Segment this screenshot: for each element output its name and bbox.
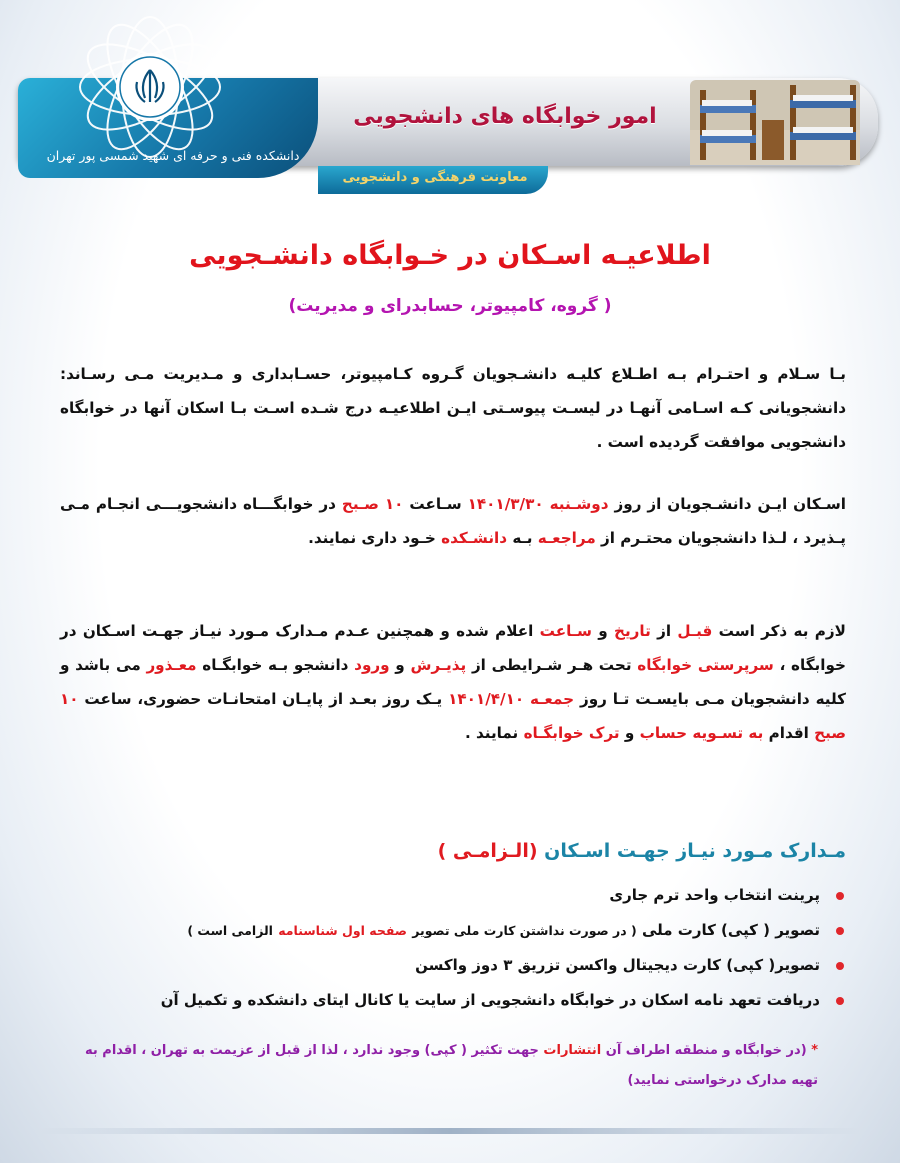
bullet-icon xyxy=(836,892,844,900)
schedule-text-1: اسـکان ایـن دانشـجویان از روز xyxy=(614,495,846,513)
note-text-b: جهت تکثیر ( کپی) وجود ندارد ، لذا از قبل از عزیمت به تهران ، اقدام به تهیه مدارک درخواستی نمایید) xyxy=(85,1043,818,1088)
bullet-icon xyxy=(836,962,844,970)
rules-deadline: جمعـه ۱۴۰۱/۴/۱۰ xyxy=(448,690,575,708)
bullet-icon xyxy=(836,997,844,1005)
bottom-divider xyxy=(40,1128,860,1134)
announcement-subtitle: ( گروه، کامپیوتر، حسابدرای و مدیریت) xyxy=(288,296,612,316)
document-item-2: تصویر ( کپی) کارت ملی xyxy=(641,921,820,939)
rules-deadline-time: ۱۰ صبح xyxy=(60,690,846,742)
document-item-2-note-b: الزامی است ) xyxy=(187,923,273,938)
note-text-a: (در خوابگاه و منطقه اطراف آن xyxy=(605,1043,807,1058)
print-shop-note xyxy=(70,1036,818,1096)
rules-text-h: می باشد و کلیه دانشجویان مـی بایسـت تـا روز xyxy=(60,656,847,708)
document-item-2-note-a: ( در صورت نداشتن کارت ملی تصویر xyxy=(412,923,637,938)
college-name: دانشکده فنی و حرفه ای شهید شمسی پور تهران xyxy=(46,148,300,163)
schedule-time: ۱۰ صـبح xyxy=(341,495,404,513)
rules-text-i: یـک روز بعـد از پایـان امتحانـات حضوری، ساعت xyxy=(84,690,443,708)
rules-date: تاریخ xyxy=(614,622,651,640)
rules-text-f: و xyxy=(395,656,405,674)
documents-list xyxy=(60,878,846,1018)
schedule-day: دوشـنبه ۱۴۰۱/۳/۳۰ xyxy=(467,495,609,513)
document-item-3: تصویر( کپی) کارت دیجیتال واکسن تزریق ۳ دوز واکسن xyxy=(415,956,820,974)
announcement-title: اطلاعیـه اسـکان در خـوابگاه دانشـجویی xyxy=(189,240,711,271)
asterisk-icon: * xyxy=(811,1043,818,1058)
paragraph-schedule xyxy=(60,487,846,555)
document-item-1: پرینت انتخاب واحد ترم جاری xyxy=(609,886,820,904)
document-item-4: دریافت تعهد نامه اسکان در خوابگاه دانشجویی از سایت یا کانال ایتای دانشکده و تکمیل آن xyxy=(160,991,820,1009)
documents-title-text: مـدارک مـورد نیـاز جهـت اسـکان xyxy=(544,840,846,862)
schedule-text-2: سـاعت xyxy=(409,495,462,513)
list-item xyxy=(60,878,846,913)
list-item xyxy=(60,913,846,948)
rules-text-c: و xyxy=(598,622,608,640)
documents-title xyxy=(60,840,846,862)
rules-entry: ورود xyxy=(354,656,390,674)
header-title: امور خوابگاه های دانشجویی xyxy=(353,104,657,129)
rules-text-l: نمایند . xyxy=(464,724,519,742)
rules-settle: به تسـویه حساب xyxy=(639,724,764,742)
rules-text-d: اعلام شده و همچنین عـدم مـدارک مـورد نیـاز جهـت اسـکان در خوابگاه ، xyxy=(60,622,846,674)
rules-text-k: و xyxy=(624,724,635,742)
rules-text-j: اقدام xyxy=(768,724,809,742)
schedule-text-4: بـه xyxy=(512,529,533,547)
rules-text-a: لازم به ذکر است xyxy=(718,622,846,640)
rules-text-b: از xyxy=(657,622,672,640)
rules-before: قبـل xyxy=(677,622,713,640)
list-item xyxy=(60,983,846,1018)
list-item xyxy=(60,948,846,983)
bullet-icon xyxy=(836,927,844,935)
paragraph-rules xyxy=(60,614,846,750)
rules-text-e: تحت هـر شـرایطی از xyxy=(471,656,632,674)
paragraph-greeting: بـا سـلام و احتـرام بـه اطـلاع کلیـه دانشـجویان گـروه کـامپیوتر، حسـابداری و مـدیریت مـی رسـاند: دانشجویانی کـه اسـامی آنهـا در لیسـت پیوسـتی ایـن اطلاعیـه درج شـده اسـت بـا اسکان آنها در خوابگاه دانشجویی موافقت گردیده است . xyxy=(60,365,846,451)
schedule-college: دانشـکده xyxy=(441,529,508,547)
note-red: انتشارات xyxy=(543,1043,602,1058)
schedule-text-3: در خوابگـــاه دانشجویـــی انجـام مـی پـذیرد ، لـذا دانشجویان محتـرم از xyxy=(60,495,846,547)
schedule-visit: مراجعـه xyxy=(537,529,596,547)
rules-leave: ترک خوابگـاه xyxy=(523,724,620,742)
rules-excused: معـذور xyxy=(146,656,197,674)
rules-supervision: سرپرستی خوابگاه xyxy=(637,656,774,674)
header-subtitle: معاونت فرهنگی و دانشجویی xyxy=(342,170,528,185)
schedule-text-5: خـود داری نمایند. xyxy=(308,529,436,547)
rules-hour: سـاعت xyxy=(539,622,592,640)
document-item-2-note-red: صفحه اول شناسنامه xyxy=(278,923,407,938)
documents-required: (الـزامـی ) xyxy=(437,840,538,862)
rules-text-g: دانشجو بـه خوابگـاه xyxy=(202,656,349,674)
rules-accept: پذیـرش xyxy=(410,656,467,674)
